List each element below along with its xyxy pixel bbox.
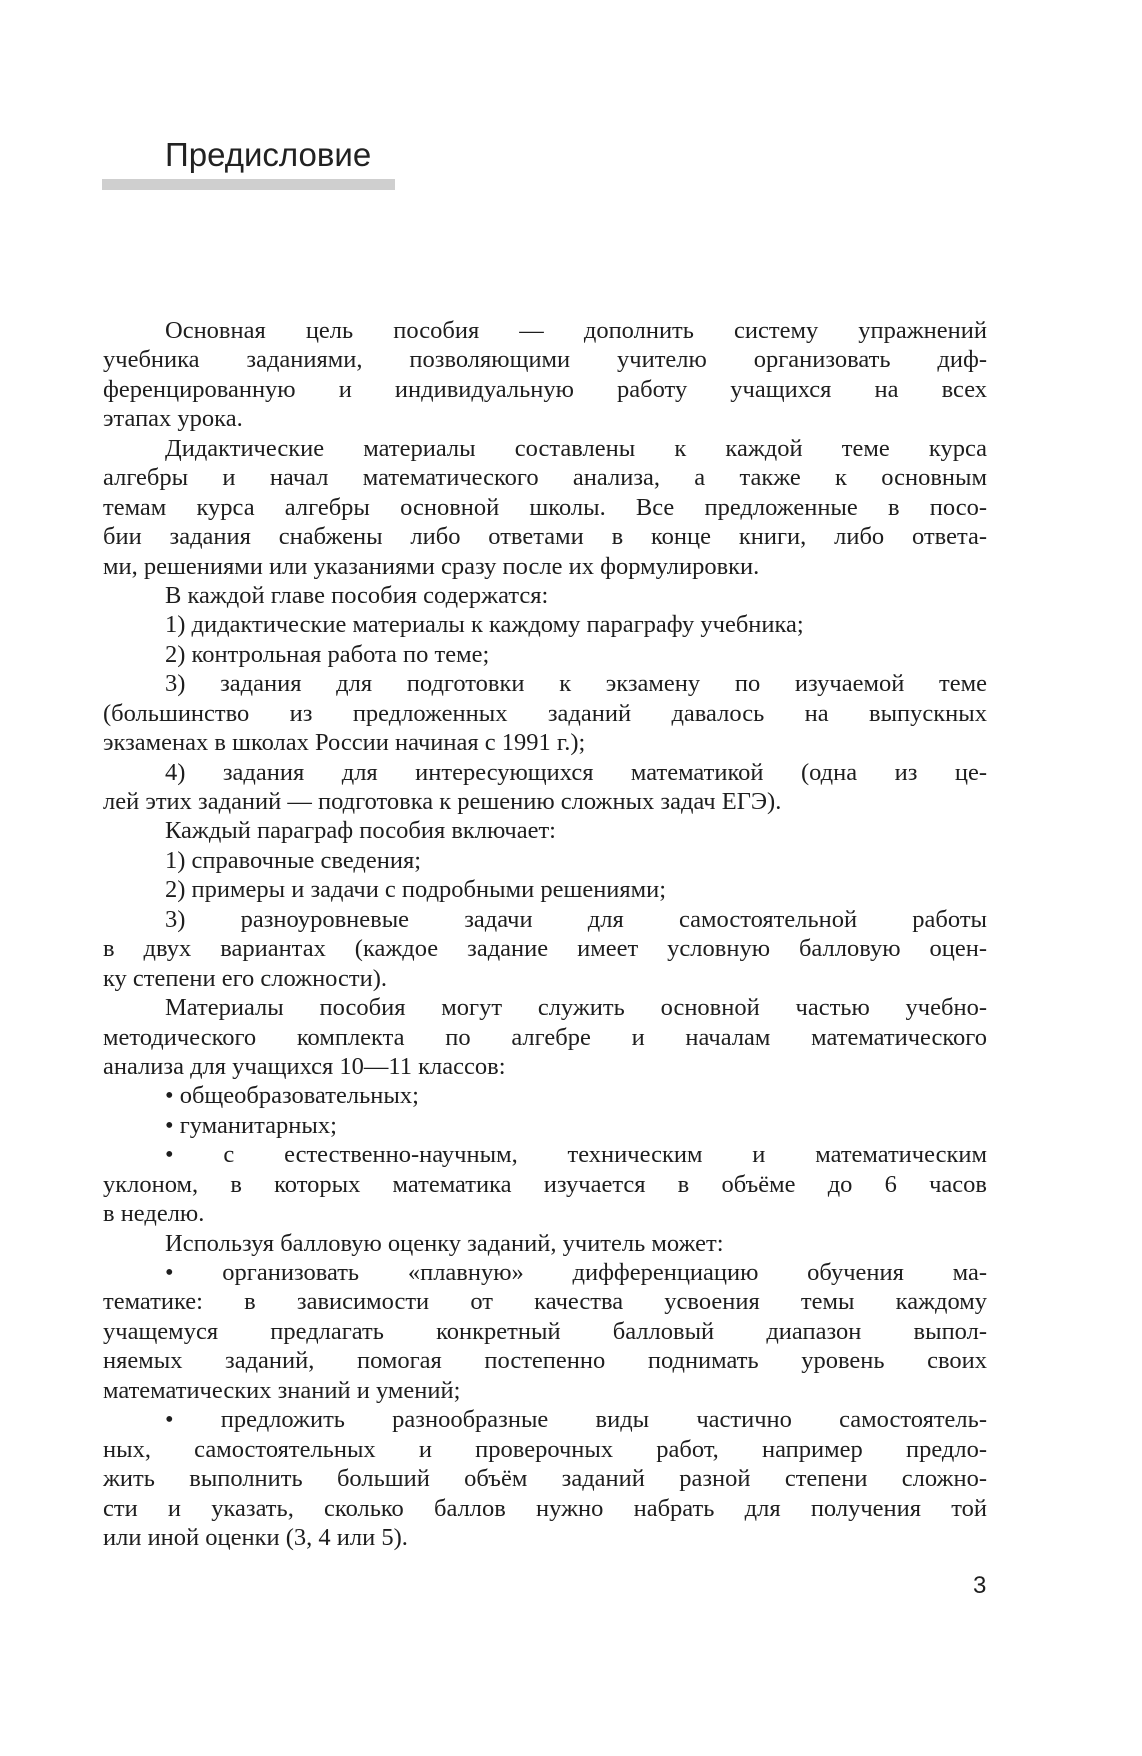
paragraph bbox=[103, 1258, 987, 1405]
text-line: 3) разноуровневые задачи для самостоятельной работы bbox=[165, 905, 987, 933]
paragraph bbox=[103, 669, 987, 757]
text-line: тематике: в зависимости от качества усвоения темы каждому bbox=[103, 1288, 987, 1316]
paragraph bbox=[103, 993, 987, 1081]
paragraph bbox=[103, 581, 987, 610]
text-line: ми, решениями или указаниями сразу после их формулировки. bbox=[103, 552, 760, 580]
text-line: • гуманитарных; bbox=[165, 1111, 337, 1139]
text-line: В каждой главе пособия содержатся: bbox=[165, 581, 549, 609]
text-line: или иной оценки (3, 4 или 5). bbox=[103, 1523, 408, 1551]
text-line: методического комплекта по алгебре и началам математического bbox=[103, 1023, 987, 1051]
text-line: Материалы пособия могут служить основной частью учебно- bbox=[165, 994, 987, 1022]
title-underline-bar bbox=[102, 179, 395, 190]
text-line: алгебры и начал математического анализа, а также к основным bbox=[103, 464, 987, 492]
paragraph bbox=[103, 316, 987, 434]
text-line: в двух вариантах (каждое задание имеет условную балловую оцен- bbox=[103, 935, 987, 963]
body-text bbox=[103, 316, 987, 1552]
text-line: этапах урока. bbox=[103, 405, 243, 433]
paragraph bbox=[103, 1111, 987, 1140]
paragraph bbox=[103, 875, 987, 904]
text-line: ференцированную и индивидуальную работу учащихся на всех bbox=[103, 375, 987, 403]
paragraph bbox=[103, 1140, 987, 1228]
text-line: учебника заданиями, позволяющими учителю организовать диф- bbox=[103, 346, 987, 374]
text-line: 1) справочные сведения; bbox=[165, 846, 422, 874]
page-number: 3 bbox=[973, 1572, 987, 1599]
paragraph bbox=[103, 1081, 987, 1110]
text-line: 1) дидактические материалы к каждому параграфу учебника; bbox=[165, 611, 804, 639]
paragraph bbox=[103, 1229, 987, 1258]
text-line: жить выполнить больший объём заданий разной степени сложно- bbox=[103, 1465, 987, 1493]
text-line: 4) задания для интересующихся математикой (одна из це- bbox=[165, 758, 987, 786]
text-line: математических знаний и умений; bbox=[103, 1376, 461, 1404]
text-line: • общеобразовательных; bbox=[165, 1082, 419, 1110]
text-line: лей этих заданий — подготовка к решению сложных задач ЕГЭ). bbox=[103, 788, 782, 815]
text-line: Используя балловую оценку заданий, учитель может: bbox=[165, 1229, 724, 1257]
text-line: • предложить разнообразные виды частично самостоятель- bbox=[165, 1406, 987, 1434]
paragraph bbox=[103, 1405, 987, 1552]
text-line: ку степени его сложности). bbox=[103, 964, 388, 992]
paragraph bbox=[103, 434, 987, 581]
paragraph bbox=[103, 816, 987, 845]
text-line: бии задания снабжены либо ответами в конце книги, либо ответа- bbox=[103, 523, 987, 551]
paragraph bbox=[103, 640, 987, 669]
text-line: уклоном, в которых математика изучается в объёме до 6 часов bbox=[103, 1170, 987, 1198]
text-line: няемых заданий, помогая постепенно поднимать уровень своих bbox=[103, 1347, 987, 1375]
text-line: 2) примеры и задачи с подробными решениями; bbox=[165, 876, 667, 904]
text-line: (большинство из предложенных заданий давалось на выпускных bbox=[103, 699, 987, 727]
text-line: темам курса алгебры основной школы. Все предложенные в посо- bbox=[103, 493, 987, 521]
text-line: Основная цель пособия — дополнить систему упражнений bbox=[165, 317, 987, 344]
text-line: Дидактические материалы составлены к каждой теме курса bbox=[165, 434, 987, 462]
paragraph bbox=[103, 846, 987, 875]
text-line: экзаменах в школах России начиная с 1991 г.); bbox=[103, 729, 586, 757]
page-title: Предисловие bbox=[165, 136, 372, 173]
text-line: учащемуся предлагать конкретный балловый диапазон выпол- bbox=[103, 1317, 987, 1345]
text-line: ных, самостоятельных и проверочных работ, например предло- bbox=[103, 1435, 987, 1463]
text-line: анализа для учащихся 10—11 классов: bbox=[103, 1052, 506, 1080]
text-line: • организовать «плавную» дифференциацию обучения ма- bbox=[165, 1259, 987, 1286]
text-line: • с естественно-научным, техническим и математическим bbox=[165, 1141, 987, 1169]
paragraph bbox=[103, 905, 987, 993]
text-line: 3) задания для подготовки к экзамену по изучаемой теме bbox=[165, 670, 987, 698]
text-line: сти и указать, сколько баллов нужно набрать для получения той bbox=[103, 1494, 987, 1522]
paragraph bbox=[103, 610, 987, 639]
text-line: в неделю. bbox=[103, 1200, 205, 1228]
text-line: Каждый параграф пособия включает: bbox=[165, 817, 556, 845]
paragraph bbox=[103, 758, 987, 817]
text-line: 2) контрольная работа по теме; bbox=[165, 640, 490, 668]
